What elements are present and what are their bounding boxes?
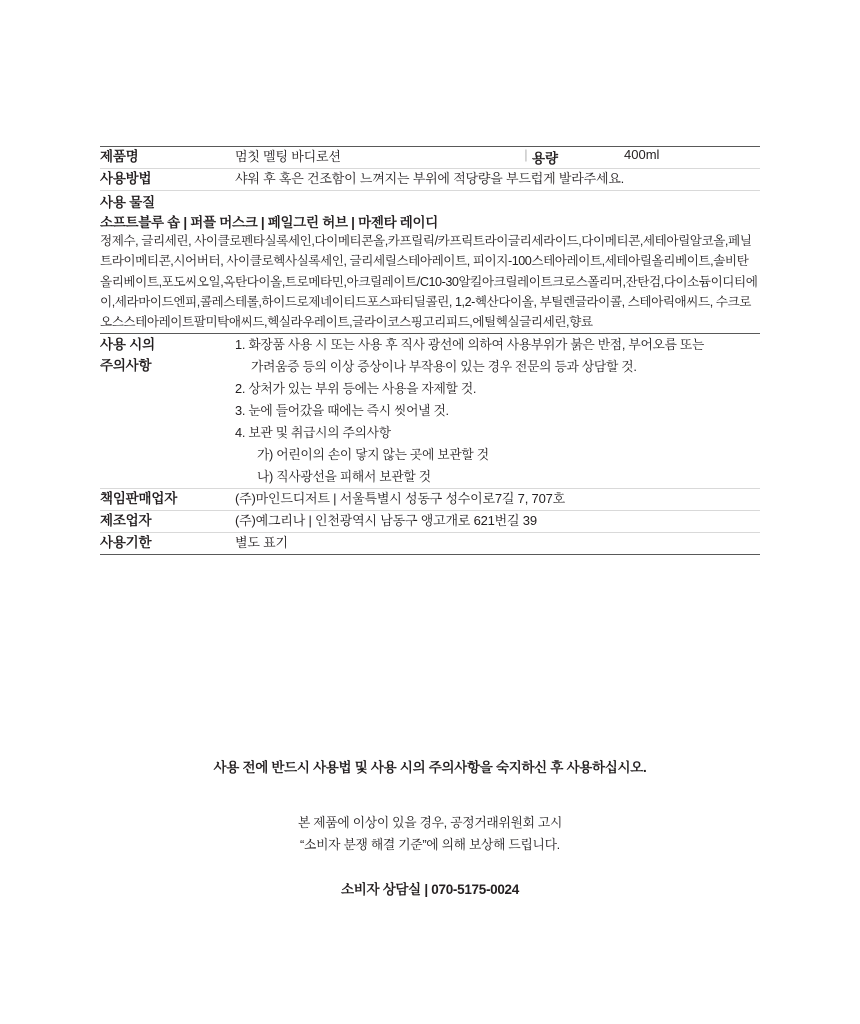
footer-compensation-line1: 본 제품에 이상이 있을 경우, 공정거래위원회 고시 bbox=[297, 815, 563, 830]
volume-value: 400ml bbox=[624, 147, 660, 162]
caution-item-continued: 가려움증 등의 이상 증상이나 부작용이 있는 경우 전문의 등과 상담할 것. bbox=[251, 358, 637, 374]
ingredients-table bbox=[100, 190, 760, 333]
caution-list bbox=[235, 333, 760, 488]
table-row-ingredient-list bbox=[100, 231, 760, 333]
caution-item: 4. 보관 및 취급시의 주의사항 bbox=[235, 424, 391, 440]
customer-service-contact: 소비자 상담실 | 070-5175-0024 bbox=[341, 882, 519, 897]
table-row-usage bbox=[100, 168, 760, 189]
expiry-label: 사용기한 bbox=[100, 534, 152, 550]
manufacturer-label: 제조업자 bbox=[100, 512, 152, 528]
seller-value: (주)마인드디저트 | 서울특별시 성동구 성수이로7길 7, 707호 bbox=[235, 490, 565, 506]
table-row-ingredients-heading bbox=[100, 190, 760, 211]
table-row-product-name bbox=[100, 147, 760, 169]
table-row-caution bbox=[100, 333, 760, 488]
caution-table bbox=[100, 333, 760, 488]
expiry-value: 별도 표기 bbox=[235, 534, 288, 550]
usage-value: 샤워 후 혹은 건조함이 느껴지는 부위에 적당량을 부드럽게 발라주세요. bbox=[235, 170, 625, 186]
caution-item: 3. 눈에 들어갔을 때에는 즉시 씻어낼 것. bbox=[235, 402, 449, 418]
seller-label: 책임판매업자 bbox=[100, 490, 178, 506]
company-table bbox=[100, 488, 760, 555]
table-row-manufacturer bbox=[100, 510, 760, 532]
footer-notes bbox=[0, 756, 860, 898]
table-row-scents bbox=[100, 211, 760, 231]
product-spec-sheet bbox=[100, 146, 760, 555]
caution-label-line1: 사용 시의 bbox=[100, 336, 155, 352]
product-name-label: 제품명 bbox=[100, 149, 139, 164]
product-name-value: 멈칫 멜팅 바디로션 bbox=[235, 149, 341, 164]
caution-item: 1. 화장품 사용 시 또는 사용 후 직사 광선에 의하여 사용부위가 붉은 반점, 부어오름 또는 bbox=[235, 336, 705, 352]
caution-label-line2: 주의사항 bbox=[100, 358, 152, 374]
caution-item: 2. 상처가 있는 부위 등에는 사용을 자제할 것. bbox=[235, 380, 477, 396]
scent-variants: 소프트블루 솝 | 퍼플 머스크 | 페일그린 허브 | 마젠타 레이디 bbox=[100, 214, 438, 230]
product-spec-table bbox=[100, 146, 760, 190]
footer-compensation-line2: “소비자 분쟁 해결 기준”에 의해 보상해 드립니다. bbox=[300, 837, 560, 852]
footer-warning: 사용 전에 반드시 사용법 및 사용 시의 주의사항을 숙지하신 후 사용하십시오. bbox=[213, 760, 647, 775]
usage-label: 사용방법 bbox=[100, 170, 152, 186]
caution-label bbox=[100, 333, 235, 488]
volume-label: 용량 bbox=[532, 151, 559, 166]
caution-subitem: 나) 직사광선을 피해서 보관할 것 bbox=[257, 468, 431, 484]
ingredients-heading: 사용 물질 bbox=[100, 194, 155, 210]
column-divider: | bbox=[524, 147, 528, 162]
table-row-expiry bbox=[100, 532, 760, 554]
caution-subitem: 가) 어린이의 손이 닿지 않는 곳에 보관할 것 bbox=[257, 446, 489, 462]
table-row-seller bbox=[100, 488, 760, 510]
manufacturer-value: (주)예그리나 | 인천광역시 남동구 앵고개로 621번길 39 bbox=[235, 512, 537, 528]
ingredients-list: 정제수, 글리세린, 사이클로펜타실록세인,다이메티콘올,카프릴릭/카프릭트라이글리세라이드,다이메티콘,세테아릴알코올,페닐트라이메티콘,시어버터, 사이클로헥사실록세인, 글리세릴스테아레이트, 피이지-100스테아레이트,세테아릴올리베이트,솔비탄올리베이트,포도씨오일,옥탄다이올,트로메타민,아크릴레이트/C10-30알킬아크릴레이트크로스폴리머,잔탄검,다이소듐이디티에이,세라마이드엔피,콜레스테롤,하이드로제네이티드포스파티딜콜린, 1,2-헥산다이올, 부틸렌글라이콜, 스테아릭애씨드, 수크로오스스테아레이트팔미탁애씨드,헥실라우레이트,글라이코스핑고리피드,에틸헥실글리세린,향료 bbox=[100, 233, 758, 330]
